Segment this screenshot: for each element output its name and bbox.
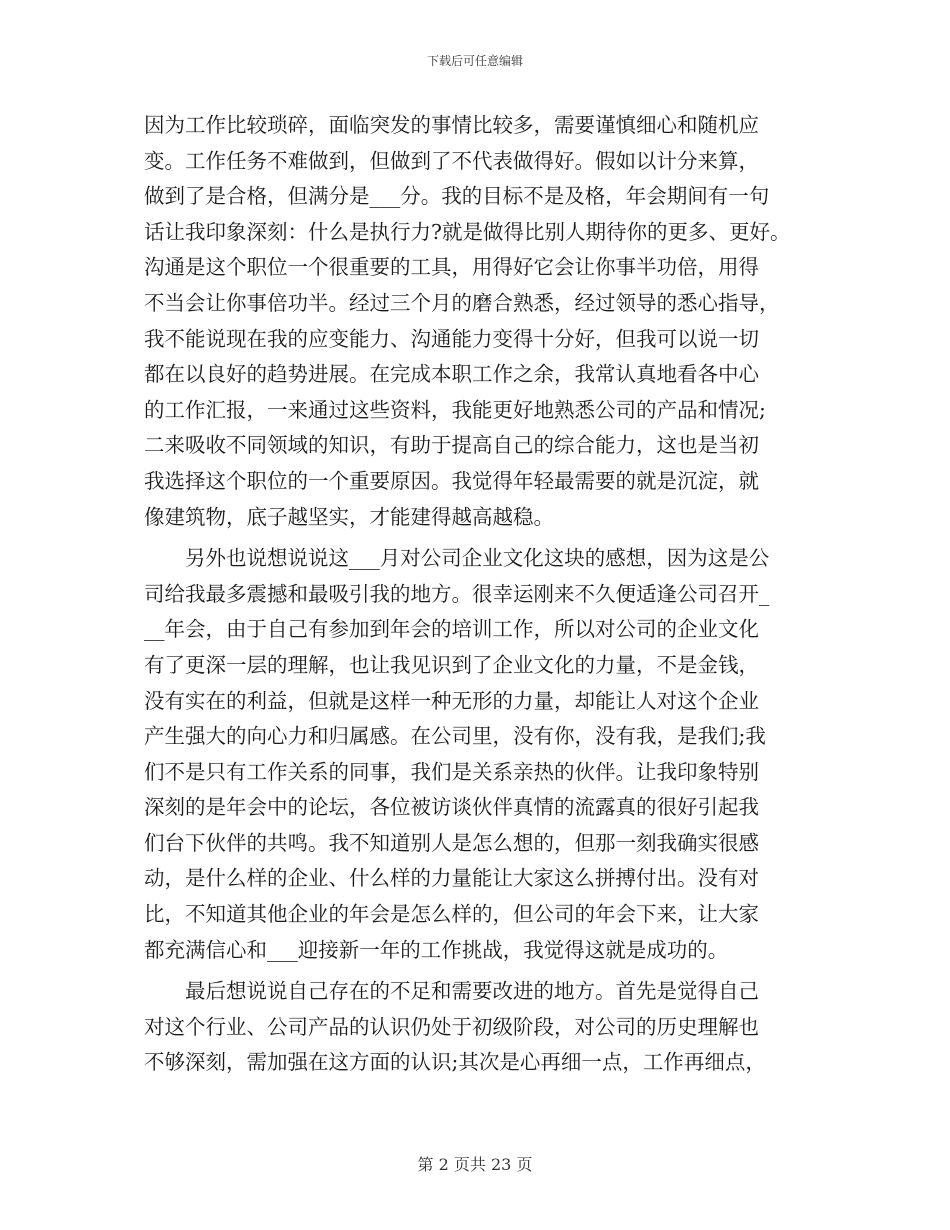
paragraph-1 <box>144 108 824 535</box>
text-line: 产生强大的向心力和归属感。在公司里，没有你，没有我，是我们;我 <box>144 724 766 749</box>
text-line: 不当会让你事倍功半。经过三个月的磨合熟悉，经过领导的悉心指导， <box>144 290 780 315</box>
text-line-indented: 另外也说想说说这___月对公司企业文化这块的感想，因为这是公 <box>185 546 770 571</box>
text-line: 变。工作任务不难做到，但做到了不代表做得好。假如以计分来算， <box>144 148 759 173</box>
document-body <box>144 108 824 1081</box>
text-line: 的工作汇报，一来通过这些资料，我能更好地熟悉公司的产品和情况; <box>144 397 766 422</box>
text-line: 比，不知道其他企业的年会是怎么样的，但公司的年会下来，让大家 <box>144 902 759 927</box>
text-line: 司给我最多震撼和最吸引我的地方。很幸运刚来不久便适逢公司召开_ <box>144 581 770 606</box>
text-line: 因为工作比较琐碎，面临突发的事情比较多，需要谨慎细心和随机应 <box>144 113 759 137</box>
text-line: 对这个行业、公司产品的认识仍处于初级阶段，对公司的历史理解也 <box>144 1014 759 1039</box>
text-line: 我选择这个职位的一个重要原因。我觉得年轻最需要的就是沉淀，就 <box>144 468 759 493</box>
paragraph-2 <box>144 541 824 968</box>
text-line: 不够深刻，需加强在这方面的认识;其次是心再细一点，工作再细点， <box>144 1050 766 1075</box>
text-line: 们不是只有工作关系的同事，我们是关系亲热的伙伴。让我印象特别 <box>144 759 759 784</box>
text-line: 有了更深一层的理解，也让我见识到了企业文化的力量，不是金钱， <box>144 652 759 677</box>
text-line: 像建筑物，底子越坚实，才能建得越高越稳。 <box>144 504 554 529</box>
text-line: 动，是什么样的企业、什么样的力量能让大家这么拼搏付出。没有对 <box>144 866 759 891</box>
text-line: 做到了是合格，但满分是___分。我的目标不是及格，年会期间有一句 <box>144 184 770 209</box>
paragraph-3 <box>144 974 824 1081</box>
page-footer: 第 2 页共 23 页 <box>417 1155 533 1174</box>
text-line: 沟通是这个职位一个很重要的工具，用得好它会让你事半功倍，用得 <box>144 255 759 280</box>
text-line: 深刻的是年会中的论坛，各位被访谈伙伴真情的流露真的很好引起我 <box>144 795 759 820</box>
text-line: 话让我印象深刻：什么是执行力?就是做得比别人期待你的更多、更好。 <box>144 219 791 244</box>
text-line: 都在以良好的趋势进展。在完成本职工作之余，我常认真地看各中心 <box>144 362 759 387</box>
text-line: __年会，由于自己有参加到年会的培训工作，所以对公司的企业文化 <box>144 617 759 642</box>
text-line: 都充满信心和___迎接新一年的工作挑战，我觉得这就是成功的。 <box>144 937 729 962</box>
page-header: 下载后可任意编辑 <box>426 54 523 68</box>
text-line: 我不能说现在我的应变能力、沟通能力变得十分好，但我可以说一切 <box>144 326 759 351</box>
text-line-indented: 最后想说说自己存在的不足和需要改进的地方。首先是觉得自己 <box>185 979 759 1004</box>
text-line: 们台下伙伴的共鸣。我不知道别人是怎么想的，但那一刻我确实很感 <box>144 830 759 855</box>
text-line: 没有实在的利益，但就是这样一种无形的力量，却能让人对这个企业 <box>144 688 759 713</box>
text-line: 二来吸收不同领域的知识，有助于提高自己的综合能力，这也是当初 <box>144 433 759 458</box>
